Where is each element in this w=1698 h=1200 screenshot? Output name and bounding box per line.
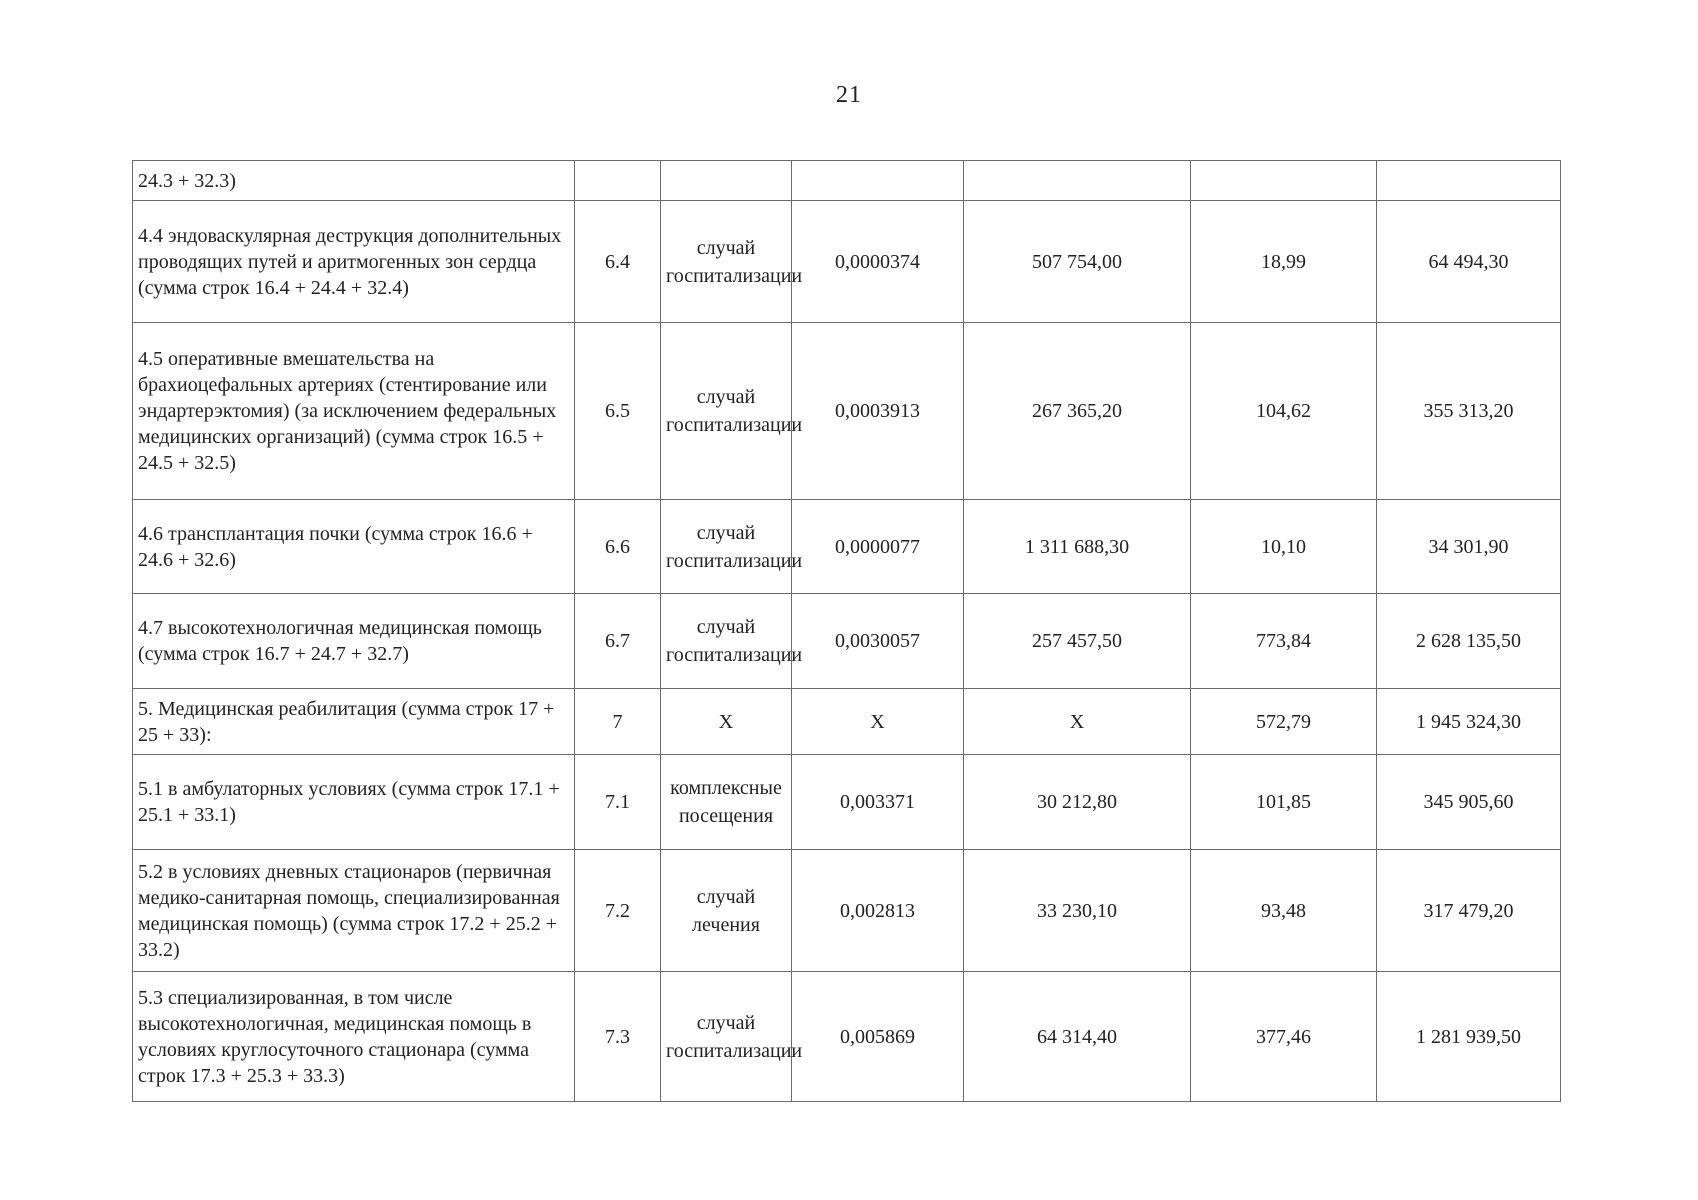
unit-cell: случай госпитализации bbox=[661, 972, 792, 1102]
table-row bbox=[133, 500, 1561, 594]
unit-cell: случай госпитализации bbox=[661, 323, 792, 500]
unit-cell bbox=[661, 161, 792, 201]
row-name-cell: 5.3 специализированная, в том числе высокотехнологичная, медицинская помощь в условиях круглосуточного стационара (сумма строк 17.3 + 25.3 + 33.3) bbox=[133, 972, 575, 1102]
norm-cell: 0,0000077 bbox=[792, 500, 964, 594]
table-row bbox=[133, 972, 1561, 1102]
norm-cell: 0,0003913 bbox=[792, 323, 964, 500]
unit-cost-cell: 33 230,10 bbox=[964, 850, 1191, 972]
per-capita-cell: 10,10 bbox=[1191, 500, 1377, 594]
table-row bbox=[133, 755, 1561, 850]
total-cell: 2 628 135,50 bbox=[1377, 594, 1561, 689]
norm-cell: 0,003371 bbox=[792, 755, 964, 850]
row-name-cell: 5.2 в условиях дневных стационаров (первичная медико-санитарная помощь, специализированная медицинская помощь) (сумма строк 17.2 + 25.2 + 33.2) bbox=[133, 850, 575, 972]
norm-cell: 0,0030057 bbox=[792, 594, 964, 689]
total-cell: 64 494,30 bbox=[1377, 201, 1561, 323]
norm-cell bbox=[792, 161, 964, 201]
unit-cell: случай госпитализации bbox=[661, 201, 792, 323]
row-name-cell: 24.3 + 32.3) bbox=[133, 161, 575, 201]
unit-cost-cell: Х bbox=[964, 689, 1191, 755]
per-capita-cell: 572,79 bbox=[1191, 689, 1377, 755]
page-number: 21 bbox=[836, 82, 862, 108]
unit-cost-cell bbox=[964, 161, 1191, 201]
table-row bbox=[133, 323, 1561, 500]
unit-cost-cell: 64 314,40 bbox=[964, 972, 1191, 1102]
norm-cell: 0,005869 bbox=[792, 972, 964, 1102]
norm-cell: Х bbox=[792, 689, 964, 755]
total-cell: 355 313,20 bbox=[1377, 323, 1561, 500]
row-name-cell: 4.7 высокотехнологичная медицинская помощь (сумма строк 16.7 + 24.7 + 32.7) bbox=[133, 594, 575, 689]
total-cell: 345 905,60 bbox=[1377, 755, 1561, 850]
table-row bbox=[133, 689, 1561, 755]
row-number-cell: 6.4 bbox=[575, 201, 661, 323]
row-number-cell: 7.1 bbox=[575, 755, 661, 850]
row-number-cell: 6.5 bbox=[575, 323, 661, 500]
per-capita-cell: 101,85 bbox=[1191, 755, 1377, 850]
row-number-cell bbox=[575, 161, 661, 201]
table-row bbox=[133, 161, 1561, 201]
table-row bbox=[133, 594, 1561, 689]
row-name-cell: 5.1 в амбулаторных условиях (сумма строк 17.1 + 25.1 + 33.1) bbox=[133, 755, 575, 850]
unit-cell: Х bbox=[661, 689, 792, 755]
norm-cell: 0,002813 bbox=[792, 850, 964, 972]
row-name-cell: 4.6 трансплантация почки (сумма строк 16.6 + 24.6 + 32.6) bbox=[133, 500, 575, 594]
total-cell bbox=[1377, 161, 1561, 201]
row-name-cell: 4.5 оперативные вмешательства на брахиоцефальных артериях (стентирование или эндартерэктомия) (за исключением федеральных медицинских организаций) (сумма строк 16.5 + 24.5 + 32.5) bbox=[133, 323, 575, 500]
unit-cell: комплексные посещения bbox=[661, 755, 792, 850]
unit-cost-cell: 30 212,80 bbox=[964, 755, 1191, 850]
row-number-cell: 6.7 bbox=[575, 594, 661, 689]
unit-cost-cell: 267 365,20 bbox=[964, 323, 1191, 500]
table-row bbox=[133, 201, 1561, 323]
row-number-cell: 6.6 bbox=[575, 500, 661, 594]
unit-cell: случай госпитализации bbox=[661, 500, 792, 594]
table-row bbox=[133, 850, 1561, 972]
row-name-cell: 5. Медицинская реабилитация (сумма строк 17 + 25 + 33): bbox=[133, 689, 575, 755]
unit-cell: случай госпитализации bbox=[661, 594, 792, 689]
unit-cell: случай лечения bbox=[661, 850, 792, 972]
unit-cost-cell: 507 754,00 bbox=[964, 201, 1191, 323]
total-cell: 34 301,90 bbox=[1377, 500, 1561, 594]
unit-cost-cell: 257 457,50 bbox=[964, 594, 1191, 689]
total-cell: 317 479,20 bbox=[1377, 850, 1561, 972]
total-cell: 1 281 939,50 bbox=[1377, 972, 1561, 1102]
row-number-cell: 7.2 bbox=[575, 850, 661, 972]
unit-cost-cell: 1 311 688,30 bbox=[964, 500, 1191, 594]
row-name-cell: 4.4 эндоваскулярная деструкция дополнительных проводящих путей и аритмогенных зон сердца (сумма строк 16.4 + 24.4 + 32.4) bbox=[133, 201, 575, 323]
financial-norms-table bbox=[132, 160, 1561, 1102]
per-capita-cell: 93,48 bbox=[1191, 850, 1377, 972]
per-capita-cell: 18,99 bbox=[1191, 201, 1377, 323]
row-number-cell: 7.3 bbox=[575, 972, 661, 1102]
total-cell: 1 945 324,30 bbox=[1377, 689, 1561, 755]
norm-cell: 0,0000374 bbox=[792, 201, 964, 323]
per-capita-cell: 377,46 bbox=[1191, 972, 1377, 1102]
per-capita-cell: 773,84 bbox=[1191, 594, 1377, 689]
per-capita-cell: 104,62 bbox=[1191, 323, 1377, 500]
row-number-cell: 7 bbox=[575, 689, 661, 755]
per-capita-cell bbox=[1191, 161, 1377, 201]
